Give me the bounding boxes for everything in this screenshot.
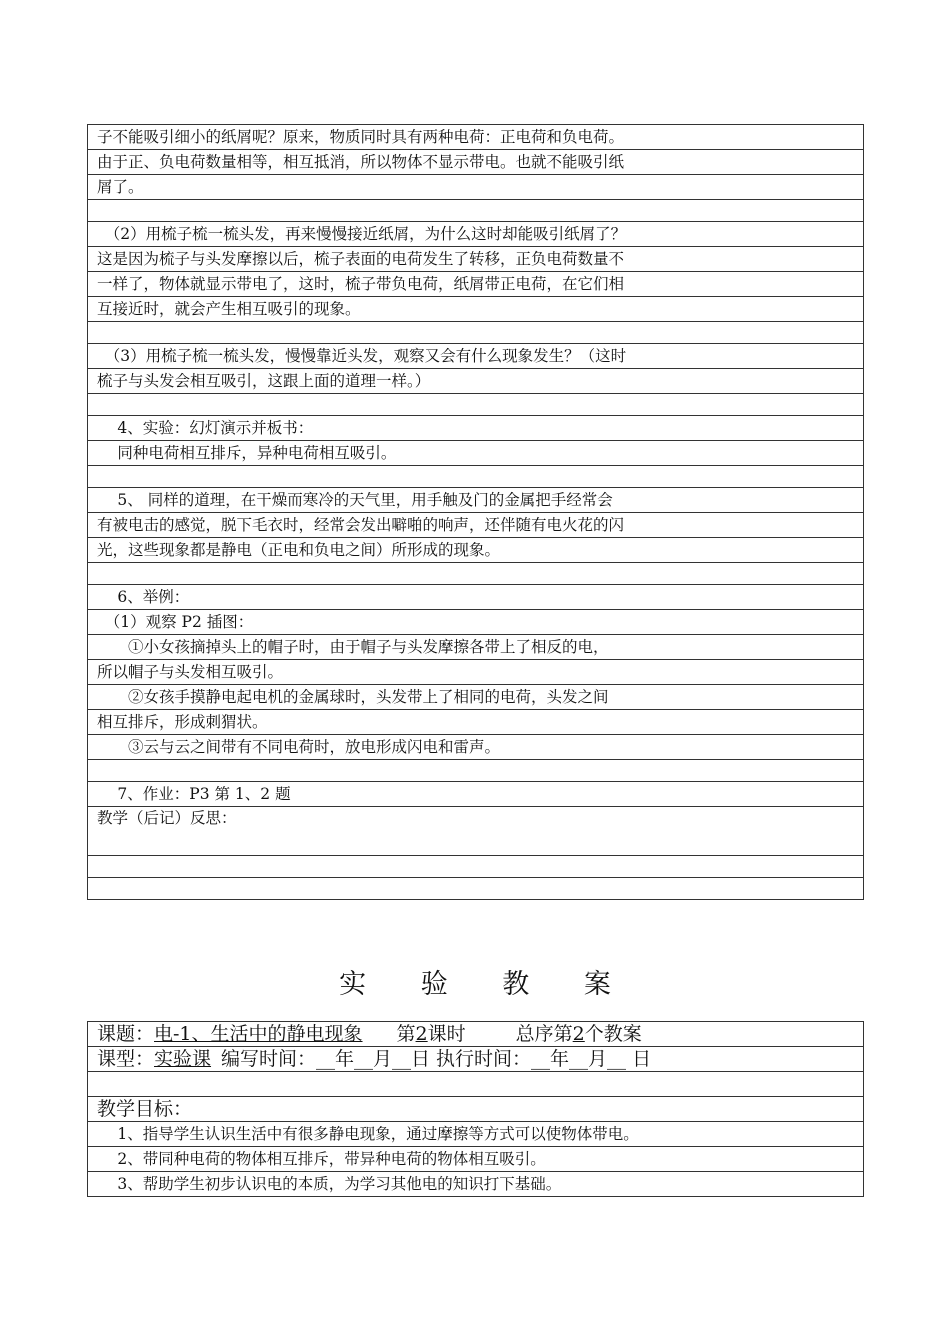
topic-row <box>88 1022 864 1047</box>
blank-line <box>88 563 864 585</box>
blank-line <box>88 200 864 222</box>
table-row <box>88 297 864 322</box>
table-row <box>88 1072 864 1097</box>
title-char: 验 <box>420 969 448 1000</box>
lesson-line: 同种电荷相互排斥，异种电荷相互吸引。 <box>88 441 864 466</box>
objective-item: 1、指导学生认识生活中有很多静电现象，通过摩擦等方式可以使物体带电。 <box>88 1122 864 1147</box>
table-row <box>88 538 864 563</box>
table-row <box>88 878 864 900</box>
table-row <box>88 150 864 175</box>
table-row <box>88 369 864 394</box>
type-value: 实验课 <box>154 1048 212 1070</box>
lesson-line: 光，这些现象都是静电（正电和负电之间）所形成的现象。 <box>88 538 864 563</box>
table-row <box>88 760 864 782</box>
table-row <box>88 1047 864 1072</box>
table-row <box>88 322 864 344</box>
topic-value: 电-1、生活中的静电现象 <box>154 1023 363 1045</box>
table-row <box>88 125 864 150</box>
lesson-line: 梳子与头发会相互吸引，这跟上面的道理一样。） <box>88 369 864 394</box>
table-row <box>88 441 864 466</box>
blank-line <box>88 1072 864 1097</box>
blank-line <box>88 322 864 344</box>
table-row <box>88 710 864 735</box>
blank-line <box>88 878 864 900</box>
lesson-line: 屑了。 <box>88 175 864 200</box>
blank-line <box>88 466 864 488</box>
blank-line <box>88 760 864 782</box>
lesson-line: 7、作业：P3 第 1、2 题 <box>88 782 864 807</box>
page-title <box>0 962 950 1002</box>
table-row <box>88 635 864 660</box>
period-suffix: 课时 <box>427 1023 466 1045</box>
table-row <box>88 610 864 635</box>
table-row <box>88 200 864 222</box>
blank-line <box>88 394 864 416</box>
objective-item: 3、帮助学生初步认识电的本质，为学习其他电的知识打下基础。 <box>88 1172 864 1197</box>
lesson-line: 所以帽子与头发相互吸引。 <box>88 660 864 685</box>
lesson-line: 一样了，物体就显示带电了，这时，梳子带负电荷，纸屑带正电荷，在它们相 <box>88 272 864 297</box>
lesson-line: （1）观察 P2 插图： <box>88 610 864 635</box>
table-row <box>88 247 864 272</box>
table-row <box>88 856 864 878</box>
table-row <box>88 660 864 685</box>
lesson-line: 互接近时，就会产生相互吸引的现象。 <box>88 297 864 322</box>
seq-suffix: 个教案 <box>584 1023 642 1045</box>
lesson-line: （3）用梳子梳一梳头发，慢慢靠近头发，观察又会有什么现象发生？（这时 <box>88 344 864 369</box>
exec-time: 执行时间：__年__月__ 日 <box>436 1048 652 1070</box>
lesson-line: ②女孩手摸静电起电机的金属球时，头发带上了相同的电荷，头发之间 <box>88 685 864 710</box>
table-row <box>88 1172 864 1197</box>
blank-line <box>88 856 864 878</box>
title-char: 教 <box>502 969 530 1000</box>
lesson-line: 4、实验：幻灯演示并板书： <box>88 416 864 441</box>
table-row <box>88 488 864 513</box>
objective-item: 2、带同种电荷的物体相互排斥，带异种电荷的物体相互吸引。 <box>88 1147 864 1172</box>
table-row <box>88 513 864 538</box>
write-time: 编写时间：__年__月__日 <box>221 1048 431 1070</box>
period-prefix: 第 <box>396 1023 416 1045</box>
table-row <box>88 1147 864 1172</box>
table-row <box>88 782 864 807</box>
lesson-line: 5、 同样的道理，在干燥而寒冷的天气里，用手触及门的金属把手经常会 <box>88 488 864 513</box>
table-row <box>88 1122 864 1147</box>
table-row <box>88 1022 864 1047</box>
lesson-line: （2）用梳子梳一梳头发，再来慢慢接近纸屑，为什么这时却能吸引纸屑了？ <box>88 222 864 247</box>
table-row <box>88 585 864 610</box>
table-row <box>88 685 864 710</box>
title-char: 案 <box>583 969 611 1000</box>
table-row <box>88 175 864 200</box>
lesson-line: 子不能吸引细小的纸屑呢？原来，物质同时具有两种电荷：正电荷和负电荷。 <box>88 125 864 150</box>
table-row <box>88 222 864 247</box>
table-row <box>88 735 864 760</box>
objectives-label: 教学目标： <box>88 1097 864 1122</box>
period-value: 2 <box>415 1023 428 1045</box>
lesson-line: ①小女孩摘掉头上的帽子时，由于帽子与头发摩擦各带上了相反的电， <box>88 635 864 660</box>
lesson-line: 相互排斥，形成刺猬状。 <box>88 710 864 735</box>
topic-label: 课题： <box>97 1023 155 1045</box>
type-row <box>88 1047 864 1072</box>
lesson-plan-header-table <box>87 1021 864 1197</box>
table-row <box>88 807 864 856</box>
lesson-line: ③云与云之间带有不同电荷时，放电形成闪电和雷声。 <box>88 735 864 760</box>
table-row <box>88 563 864 585</box>
lesson-content-table <box>87 124 864 900</box>
lesson-line: 6、举例： <box>88 585 864 610</box>
lesson-line: 有被电击的感觉，脱下毛衣时，经常会发出噼啪的响声，还伴随有电火花的闪 <box>88 513 864 538</box>
table-row <box>88 344 864 369</box>
reflection-label: 教学（后记）反思： <box>88 807 864 856</box>
lesson-line: 由于正、负电荷数量相等，相互抵消，所以物体不显示带电。也就不能吸引纸 <box>88 150 864 175</box>
seq-value: 2 <box>572 1023 585 1045</box>
table-row <box>88 466 864 488</box>
table-row <box>88 394 864 416</box>
type-label: 课型： <box>97 1048 155 1070</box>
table-row <box>88 1097 864 1122</box>
table-row <box>88 416 864 441</box>
lesson-line: 这是因为梳子与头发摩擦以后，梳子表面的电荷发生了转移，正负电荷数量不 <box>88 247 864 272</box>
table-row <box>88 272 864 297</box>
seq-prefix: 总序第 <box>515 1023 573 1045</box>
title-char: 实 <box>339 969 367 1000</box>
